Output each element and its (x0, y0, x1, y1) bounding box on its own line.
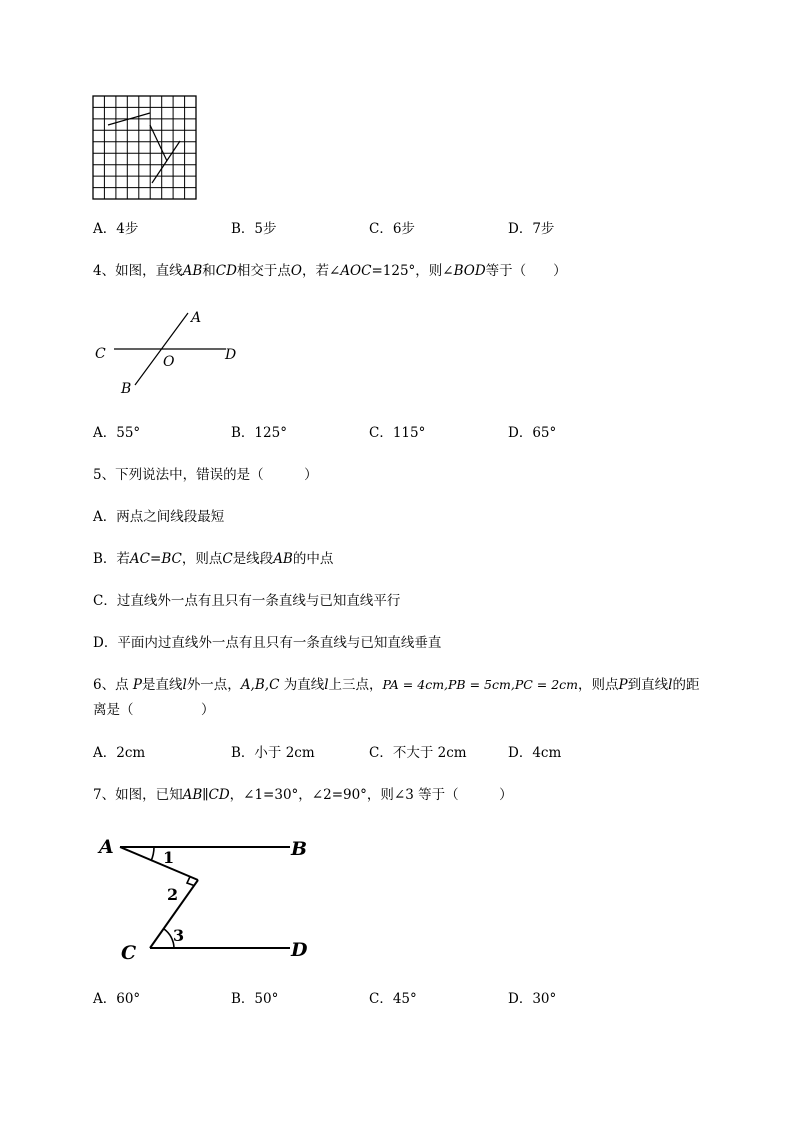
label-b: B (291, 838, 308, 860)
q6-stem-line1: 6、点 P是直线l外一点，A,B,C 为直线l上三点，PA = 4cm,PB = 5cm,PC = 2cm，则点P到直线l的距 (93, 677, 700, 693)
angle-3-label: 3 (173, 926, 185, 945)
label-o: O (163, 354, 175, 370)
q6-option-a: A．2cm (93, 745, 146, 761)
label-a: A (99, 836, 114, 858)
q5-option-b: B．若AC=BC，则点C是线段AB的中点 (93, 551, 334, 567)
parallel-lines-figure (95, 832, 325, 967)
q7-stem: 7、如图，已知AB∥CD，∠1=30°，∠2=90°，则∠3 等于（ ） (93, 787, 513, 803)
q5-option-c: C．过直线外一点有且只有一条直线与已知直线平行 (93, 593, 401, 609)
q4-option-a: A．55° (93, 425, 141, 441)
q4-option-d: D．65° (508, 425, 557, 441)
q3-option-b: B．5步 (231, 221, 277, 237)
q6-option-b: B．小于 2cm (231, 745, 315, 761)
q7-option-d: D．30° (508, 991, 557, 1007)
label-d: D (291, 939, 308, 961)
q7-option-b: B．50° (231, 991, 279, 1007)
intersecting-lines-figure (90, 305, 250, 400)
angle-2-label: 2 (167, 885, 179, 904)
q6-stem-line2: 离是（ ） (93, 702, 215, 718)
q5-option-a: A．两点之间线段最短 (93, 509, 225, 525)
q3-option-d: D．7步 (508, 221, 555, 237)
label-b: B (121, 381, 132, 397)
q7-option-c: C．45° (369, 991, 417, 1007)
q3-option-c: C．6步 (369, 221, 415, 237)
q7-option-a: A．60° (93, 991, 141, 1007)
q5-option-d: D．平面内过直线外一点有且只有一条直线与已知直线垂直 (93, 635, 442, 651)
q5-stem: 5、下列说法中，错误的是（ ） (93, 467, 318, 483)
q4-option-b: B．125° (231, 425, 287, 441)
q6-option-d: D．4cm (508, 745, 562, 761)
angle-1-label: 1 (163, 848, 175, 867)
grid-figure (92, 95, 198, 201)
q4-stem: 4、如图，直线AB和CD相交于点O，若∠AOC=125°，则∠BOD等于（ ） (93, 263, 567, 279)
q4-option-c: C．115° (369, 425, 426, 441)
q3-option-a: A．4步 (93, 221, 139, 237)
q6-option-c: C．不大于 2cm (369, 745, 467, 761)
label-d: D (225, 347, 237, 363)
label-a: A (191, 310, 202, 326)
label-c: C (95, 346, 106, 362)
label-c: C (121, 942, 137, 964)
